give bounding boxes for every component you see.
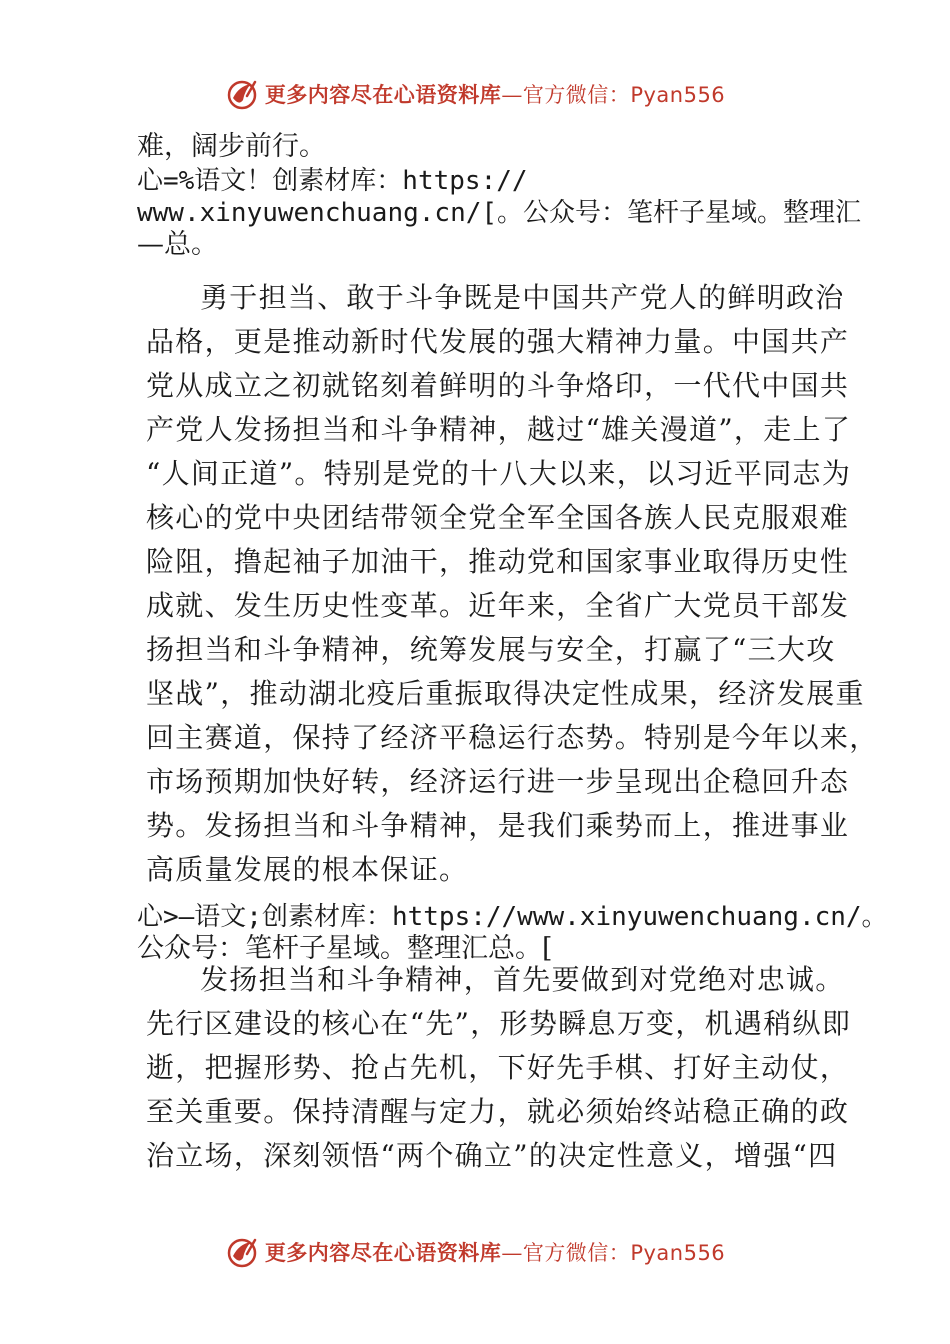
text-line: 坚战”，推动湖北疫后重振取得决定性成果，经济发展重 bbox=[146, 677, 865, 710]
text-line: 扬担当和斗争精神，统筹发展与安全，打赢了“三大攻 bbox=[146, 633, 836, 666]
header-banner bbox=[0, 74, 950, 114]
text-line: 成就、发生历史性变革。近年来，全省广大党员干部发 bbox=[146, 589, 850, 622]
text-line: 回主赛道，保持了经济平稳运行态势。特别是今年以来， bbox=[146, 721, 879, 754]
logo-icon bbox=[225, 1234, 261, 1270]
text-line: 心=%语文！创素材库：https:// bbox=[137, 166, 528, 196]
banner-text: 更多内容尽在心语资料库—官方微信：Pyan556 bbox=[264, 82, 726, 107]
text-line: 治立场，深刻领悟“两个确立”的决定性意义，增强“四 bbox=[146, 1139, 838, 1172]
footer-banner bbox=[0, 1232, 950, 1272]
text-line: 勇于担当、敢于斗争既是中国共产党人的鲜明政治 bbox=[200, 281, 845, 314]
text-line: 至关重要。保持清醒与定力，就必须始终站稳正确的政 bbox=[146, 1095, 850, 1128]
text-line: 党从成立之初就铭刻着鲜明的斗争烙印，一代代中国共 bbox=[146, 369, 850, 402]
text-line: 产党人发扬担当和斗争精神，越过“雄关漫道”，走上了 bbox=[146, 413, 852, 446]
logo-icon bbox=[225, 76, 261, 112]
text-line: 先行区建设的核心在“先”，形势瞬息万变，机遇稍纵即 bbox=[146, 1007, 852, 1040]
text-line: 核心的党中央团结带领全党全军全国各族人民克服艰难 bbox=[146, 501, 850, 534]
banner-text: 更多内容尽在心语资料库—官方微信：Pyan556 bbox=[264, 1240, 726, 1265]
text-line: 品格，更是推动新时代发展的强大精神力量。中国共产 bbox=[146, 325, 850, 358]
text-line: “人间正道”。特别是党的十八大以来，以习近平同志为 bbox=[146, 457, 852, 490]
text-line: 难，阔步前行。 bbox=[137, 131, 326, 162]
text-line: www.xinyuwenchuang.cn/[。公众号：笔杆子星域。整理汇 bbox=[137, 198, 862, 228]
text-line: 发扬担当和斗争精神，首先要做到对党绝对忠诚。 bbox=[200, 963, 845, 996]
text-line: 心>—语文;创素材库：https://www.xinyuwenchuang.cn/。 bbox=[137, 902, 888, 932]
text-line: —总。 bbox=[137, 229, 218, 260]
text-line: 险阻，撸起袖子加油干，推动党和国家事业取得历史性 bbox=[146, 545, 850, 578]
text-line: 势。发扬担当和斗争精神，是我们乘势而上，推进事业 bbox=[146, 809, 850, 842]
text-line: 高质量发展的根本保证。 bbox=[146, 853, 469, 886]
text-line: 公众号：笔杆子星域。整理汇总。[ bbox=[137, 933, 553, 964]
text-line: 市场预期加快好转，经济运行进一步呈现出企稳回升态 bbox=[146, 765, 850, 798]
text-line: 逝，把握形势、抢占先机，下好先手棋、打好主动仗， bbox=[146, 1051, 850, 1084]
